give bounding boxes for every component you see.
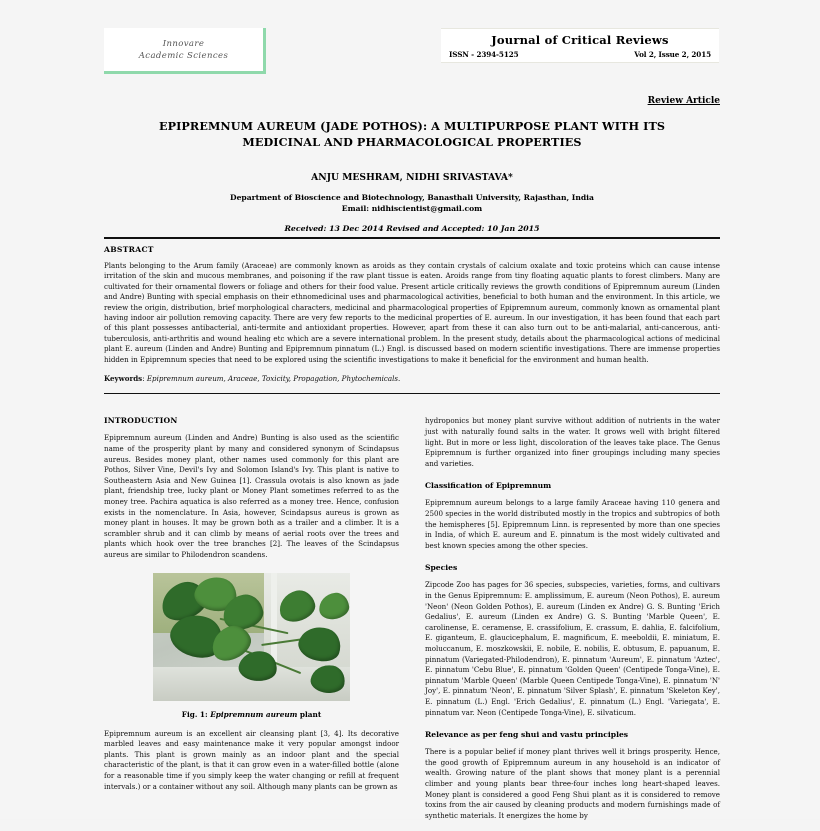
figure-caption-suffix: plant — [297, 709, 322, 719]
journal-title: Journal of Critical Reviews — [491, 33, 669, 47]
divider-bottom — [104, 393, 720, 394]
received-date: Received: 13 Dec 2014 Revised and Accepted: 10 Jan 2015 — [284, 224, 540, 233]
contact-email: Email: nidhiscientist@gmail.com — [341, 204, 483, 213]
journal-volume-issue: Vol 2, Issue 2, 2015 — [634, 50, 711, 59]
body-columns — [104, 416, 720, 831]
publisher-name-line1: Innovare — [162, 38, 205, 49]
publisher-logo — [104, 28, 266, 74]
figure-caption-prefix: Fig. 1: — [181, 709, 211, 719]
abstract-section — [104, 239, 720, 393]
classification-paragraph: Epipremnum aureum belongs to a large family Araceae having 110 genera and 2500 species in the world distributed mostly in the tropics and subtropics of both the hemispheres [5]. Epipremnum Linn. is represented by more than one species in India, of which E. aureum and E. pinnatum is the most widely cultivated and best known species among the other species. — [425, 498, 720, 550]
right-column — [425, 416, 720, 831]
classification-heading: Classification of Epipremnum — [425, 481, 552, 491]
species-heading: Species — [425, 563, 458, 573]
author-list: ANJU MESHRAM, NIDHI SRIVASTAVA* — [311, 172, 513, 183]
continued-paragraph: hydroponics but money plant survive without addition of nutrients in the water just with naturally found salts in the water. It grows well with bright filtered light. But in more or less light, discoloration of the leaves take place. The Genus Epipremnum is further organized into finer groupings including many species and varieties. — [425, 416, 720, 468]
figure-caption-species: Epipremnum aureum — [210, 709, 298, 719]
figure-1 — [104, 573, 399, 719]
page-content — [104, 28, 720, 831]
affiliation: Department of Bioscience and Biotechnology, Banasthali University, Rajasthan, India — [230, 193, 594, 202]
left-column — [104, 416, 399, 831]
journal-meta — [449, 50, 711, 59]
abstract-body: Plants belonging to the Arum family (Araceae) are commonly known as aroids as they contain crystals of calcium oxalate and toxic proteins which can cause intense irritation of the skin and mucous membranes, and poisoning if the raw plant tissue is eaten. Aroids range from tiny floating aquatic plants to forest climbers. Many are cultivated for their ornamental flowers or foliage and others for their food value. Present article critically reviews the growth conditions of Epipremnum aureum (Linden and Andre) Bunting with special emphasis on their ethnomedicinal uses and pharmacological activities, beneficial to both human and the environment. In this article, we review the origin, distribution, brief morphological characters, medicinal and pharmacological properties of Epipremnum aureum, commonly known as ornamental plant having indoor air pollution removing capacity. There are very few reports to the medicinal properties of E. aureum. In our investigation, it has been found that each part of this plant possesses antibacterial, anti-termite and antioxidant properties. However, apart from these it can also turn out to be anti-malarial, anti-cancerous, anti-tuberculosis, anti-arthritis and wound healing etc which are a severe international problem. In the present study, details about the pharmacological actions of medicinal plant E. aureum (Linden and Andre) Bunting and Epipremnum pinnatum (L.) Engl. is discussed based on modern scientific investigations. There are immense properties hidden in Epipremnum species that need to be explored using the scientific investigations to make it beneficial for the environment and human health. — [104, 261, 720, 364]
masthead — [104, 28, 720, 84]
feng-shui-paragraph: There is a popular belief if money plant thrives well it brings prosperity. Hence, the good growth of Epipremnum aureum in any household is an indicator of wealth. Growing nature of the plant shows that money plant is a perennial climber and young plants bear three-four inches long heart-shaped leaves. Money plant is considered a good Feng Shui plant as it is considered to remove toxins from the air caused by cleaning products and modern furnishings made of synthetic materials. It energizes the home by — [425, 747, 720, 820]
page-title: EPIPREMNUM AUREUM (JADE POTHOS): A MULTIPURPOSE PLANT WITH ITS MEDICINAL AND PHARMACOLOGICAL PROPERTIES — [158, 119, 666, 149]
journal-banner — [441, 28, 719, 63]
keywords-colon: : — [142, 374, 147, 384]
feng-shui-heading: Relevance as per feng shui and vastu principles — [425, 730, 629, 740]
species-paragraph: Zipcode Zoo has pages for 36 species, subspecies, varieties, forms, and cultivars in the Genus Epipremnum: E. amplissimum, E. aureum (Neon Pothos), E. aureum 'Neon' (Neon Golden Pothos), E. aureum (Linden ex Andre) G. S. Bunting 'Erich Gedalius', E. aureum (Linden ex Andre) G. S. Bunting 'Marble Queen', E. carolinense, E. ceramense, E. crassifolium, E. crassum, E. dahlia, E. falcifolium, E. giganteum, E. glaucicephalum, E. magnificum, E. meeboldii, E. miniatum, E. moluccanum, E. moszkowskii, E. nobile, E. nobilis, E. obtusum, E. papuanum, E. pinnatum (Variegated-Philodendron), E. pinnatum 'Aureum', E. pinnatum 'Aztec', E. pinnatum 'Cebu Blue', E. pinnatum 'Golden Queen' (Centipede Tonga-Vine), E. pinnatum 'Marble Queen' (Marble Queen Centipede Tonga-Vine), E. pinnatum 'N' Joy', E. pinnatum 'Neon', E. pinnatum 'Silver Splash', E. pinnatum 'Skeleton Key', E. pinnatum (L.) Engl. 'Erich Gedalius', E. pinnatum (L.) Engl. 'Variegata', E. pinnatum var. Neon (Centipede Tonga-Vine), E. silvaticum. — [425, 580, 720, 717]
introduction-heading: INTRODUCTION — [104, 416, 178, 426]
journal-issn: ISSN - 2394-5125 — [449, 50, 519, 59]
abstract-heading: ABSTRACT — [104, 245, 154, 254]
introduction-paragraph-1: Epipremnum aureum (Linden and Andre) Bunting is also used as the scientific name of the prosperity plant by many and considered synonym of Scindapsus aureus. Besides money plant, other names used commonly for this plant are Pothos, Silver Vine, Devil's Ivy and Solomon Island's Ivy. This plant is native to Southeastern Asia and New Guinea [1]. Crassula ovotais is also known as jade plant, friendship tree, lucky plant or Money Plant sometimes referred to as the money tree. Pachira aquatica is also referred as a money tree. Hence, confusion exists in the nomenclature. In Asia, however, Scindapsus aureus is grown as money plant in houses. It may be grown both as a trailer and a climber. It is a scrambler shrub and it can climb by means of aerial roots over the trees and plants which hook over the tree branches [2]. The leaves of the Scindapsus aureus are similar to Philodendron scandens. — [104, 433, 399, 559]
publisher-name-line2: Academic Sciences — [138, 50, 229, 61]
pothos-plant-photo — [153, 573, 350, 701]
keywords-line — [104, 374, 720, 384]
keywords-label: Keywords — [104, 374, 143, 384]
article-type-label: Review Article — [647, 96, 720, 106]
introduction-paragraph-2: Epipremnum aureum is an excellent air cleansing plant [3, 4]. Its decorative marbled leaves and easy maintenance make it very popular amongst indoor plants. This plant is grown mainly as an indoor plant and the special characteristic of the plant, is that it can grow even in a water-filled bottle (alone for a reasonable time if you simply keep the water changing or refill at frequent intervals.) or a container without any soil. Although many plants can be grown as — [104, 728, 399, 791]
figure-caption — [104, 710, 399, 719]
keywords-value: Epipremnum aureum, Araceae, Toxicity, Propagation, Phytochemicals. — [146, 374, 401, 384]
